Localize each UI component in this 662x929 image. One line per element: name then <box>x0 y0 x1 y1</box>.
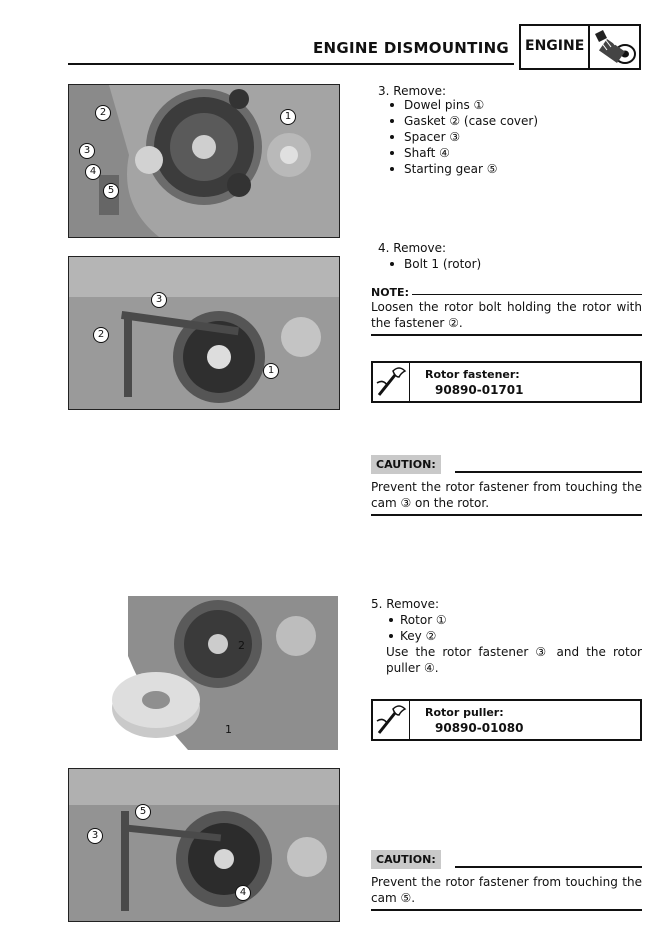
list-item: Dowel pins ① <box>404 98 485 112</box>
section-badge <box>519 24 641 70</box>
caution-end-rule <box>371 909 642 911</box>
bullet <box>390 103 394 107</box>
section-badge-label: ENGINE <box>525 38 585 54</box>
tool-box-rotor-fastener <box>371 361 642 403</box>
note-label: NOTE: <box>371 286 409 299</box>
note-text: Loosen the rotor bolt holding the rotor with the fastener ②. <box>371 300 642 330</box>
step3-heading: 3. Remove: <box>378 84 447 98</box>
page-title: ENGINE DISMOUNTING <box>313 39 510 57</box>
caution-end-rule <box>371 514 642 516</box>
engine-bolt-icon <box>591 28 639 68</box>
caution-label: CAUTION: <box>371 455 441 474</box>
special-tool-icon <box>373 363 410 401</box>
callout: 1 <box>263 363 279 379</box>
step5-heading: 5. Remove: <box>371 597 440 611</box>
callout: 2 <box>93 327 109 343</box>
tool-name: Rotor puller: <box>425 706 504 719</box>
list-item: Rotor ① <box>400 613 447 627</box>
bullet <box>390 135 394 139</box>
caution-label: CAUTION: <box>371 850 441 869</box>
caution-rule <box>455 471 642 473</box>
caution-text: Prevent the rotor fastener from touching the cam ⑤. <box>371 875 642 905</box>
step5-instruction: Use the rotor fastener ③ and the rotor puller ④. <box>386 645 642 675</box>
photo-crankcase-cover <box>68 84 340 238</box>
tool-number: 90890-01701 <box>435 383 524 397</box>
photo-rotor-fastener <box>68 256 340 410</box>
list-item: Starting gear ⑤ <box>404 162 498 176</box>
tool-number: 90890-01080 <box>435 721 524 735</box>
bullet <box>389 634 393 638</box>
bullet <box>390 167 394 171</box>
callout: 3 <box>87 828 103 844</box>
photo-rotor-puller <box>68 768 340 922</box>
note-rule <box>412 294 642 295</box>
tool-name: Rotor fastener: <box>425 368 520 381</box>
header-rule <box>68 63 514 65</box>
list-item: Gasket ② (case cover) <box>404 114 539 128</box>
callout: 1 <box>280 109 296 125</box>
badge-divider <box>588 26 590 70</box>
caution-rule <box>455 866 642 868</box>
bullet <box>389 618 393 622</box>
caution-text: Prevent the rotor fastener from touching the cam ③ on the rotor. <box>371 480 642 510</box>
callout-label: 2 <box>238 639 245 652</box>
bullet <box>390 262 394 266</box>
callout: 2 <box>95 105 111 121</box>
callout: 5 <box>135 804 151 820</box>
callout-label: 1 <box>225 723 232 736</box>
bullet <box>390 119 394 123</box>
tool-box-rotor-puller <box>371 699 642 741</box>
list-item: Spacer ③ <box>404 130 461 144</box>
special-tool-icon <box>373 701 410 739</box>
list-item: Bolt 1 (rotor) <box>404 257 482 271</box>
photo-rotor-removed <box>68 596 338 750</box>
step4-heading: 4. Remove: <box>378 241 447 255</box>
callout: 4 <box>85 164 101 180</box>
bullet <box>390 151 394 155</box>
note-end-rule <box>371 334 642 336</box>
callout: 3 <box>151 292 167 308</box>
callout: 4 <box>235 885 251 901</box>
callout: 3 <box>79 143 95 159</box>
callout: 5 <box>103 183 119 199</box>
list-item: Shaft ④ <box>404 146 450 160</box>
list-item: Key ② <box>400 629 437 643</box>
